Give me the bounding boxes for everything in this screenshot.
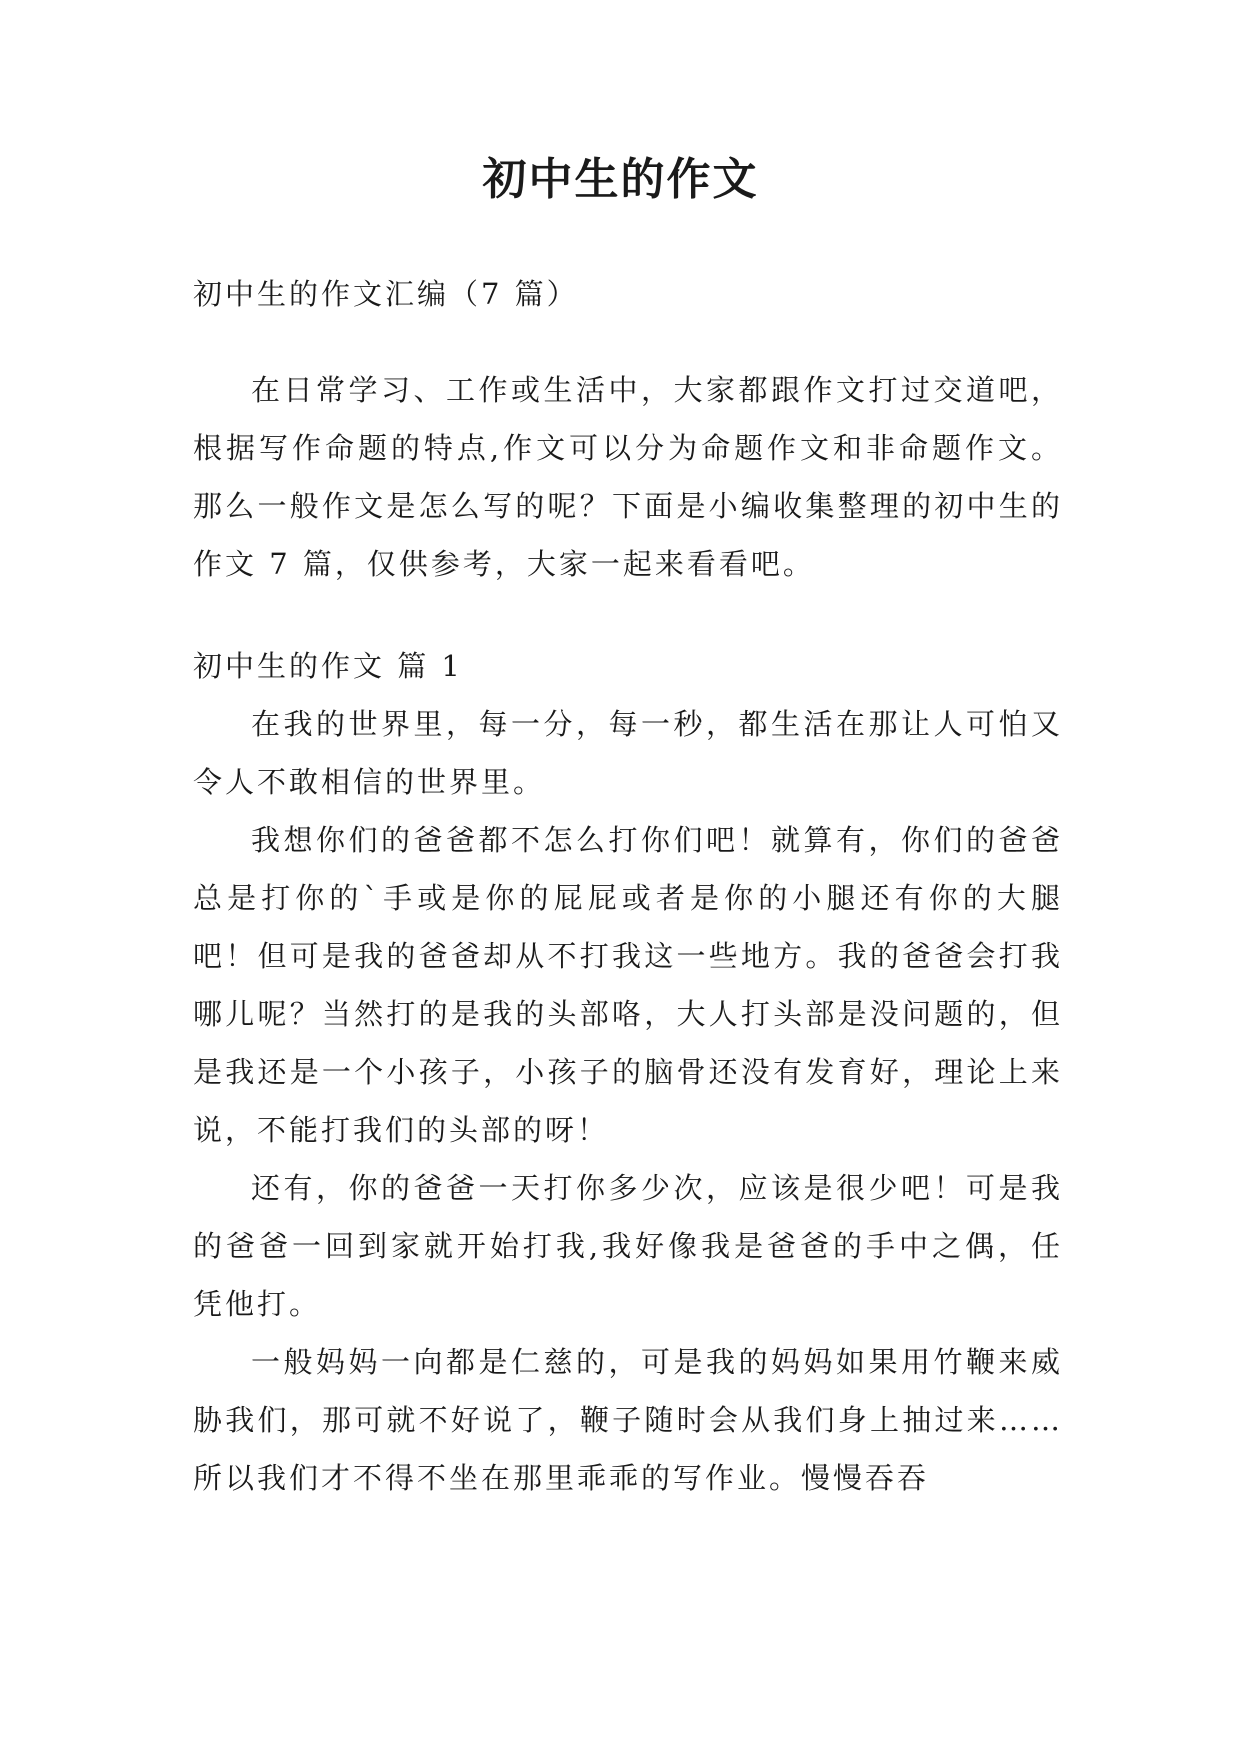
intro-paragraph: 在日常学习、工作或生活中，大家都跟作文打过交道吧，根据写作命题的特点,作文可以分为命题作文和非命题作文。那么一般作文是怎么写的呢？下面是小编收集整理的初中生的作文 7 篇，仅供参考，大家一起来看看吧。 [193,373,1063,581]
document-body [193,265,1063,1507]
document-subtitle: 初中生的作文汇编（7 篇） [193,277,579,311]
document-title: 初中生的作文 [482,154,759,205]
body-paragraph: 一般妈妈一向都是仁慈的，可是我的妈妈如果用竹鞭来威胁我们，那可就不好说了，鞭子随时会从我们身上抽过来……所以我们才不得不坐在那里乖乖的写作业。慢慢吞吞 [193,1345,1063,1495]
body-paragraph: 在我的世界里，每一分，每一秒，都生活在那让人可怕又令人不敢相信的世界里。 [193,707,1063,799]
section-heading: 初中生的作文 篇 1 [193,649,463,683]
body-paragraph: 我想你们的爸爸都不怎么打你们吧！就算有，你们的爸爸总是打你的`手或是你的屁屁或者是你的小腿还有你的大腿吧！但可是我的爸爸却从不打我这一些地方。我的爸爸会打我哪儿呢？当然打的是我的头部咯，大人打头部是没问题的，但是我还是一个小孩子，小孩子的脑骨还没有发育好，理论上来说，不能打我们的头部的呀！ [193,823,1063,1147]
body-paragraph: 还有，你的爸爸一天打你多少次，应该是很少吧！可是我的爸爸一回到家就开始打我,我好像我是爸爸的手中之偶，任凭他打。 [193,1171,1063,1321]
